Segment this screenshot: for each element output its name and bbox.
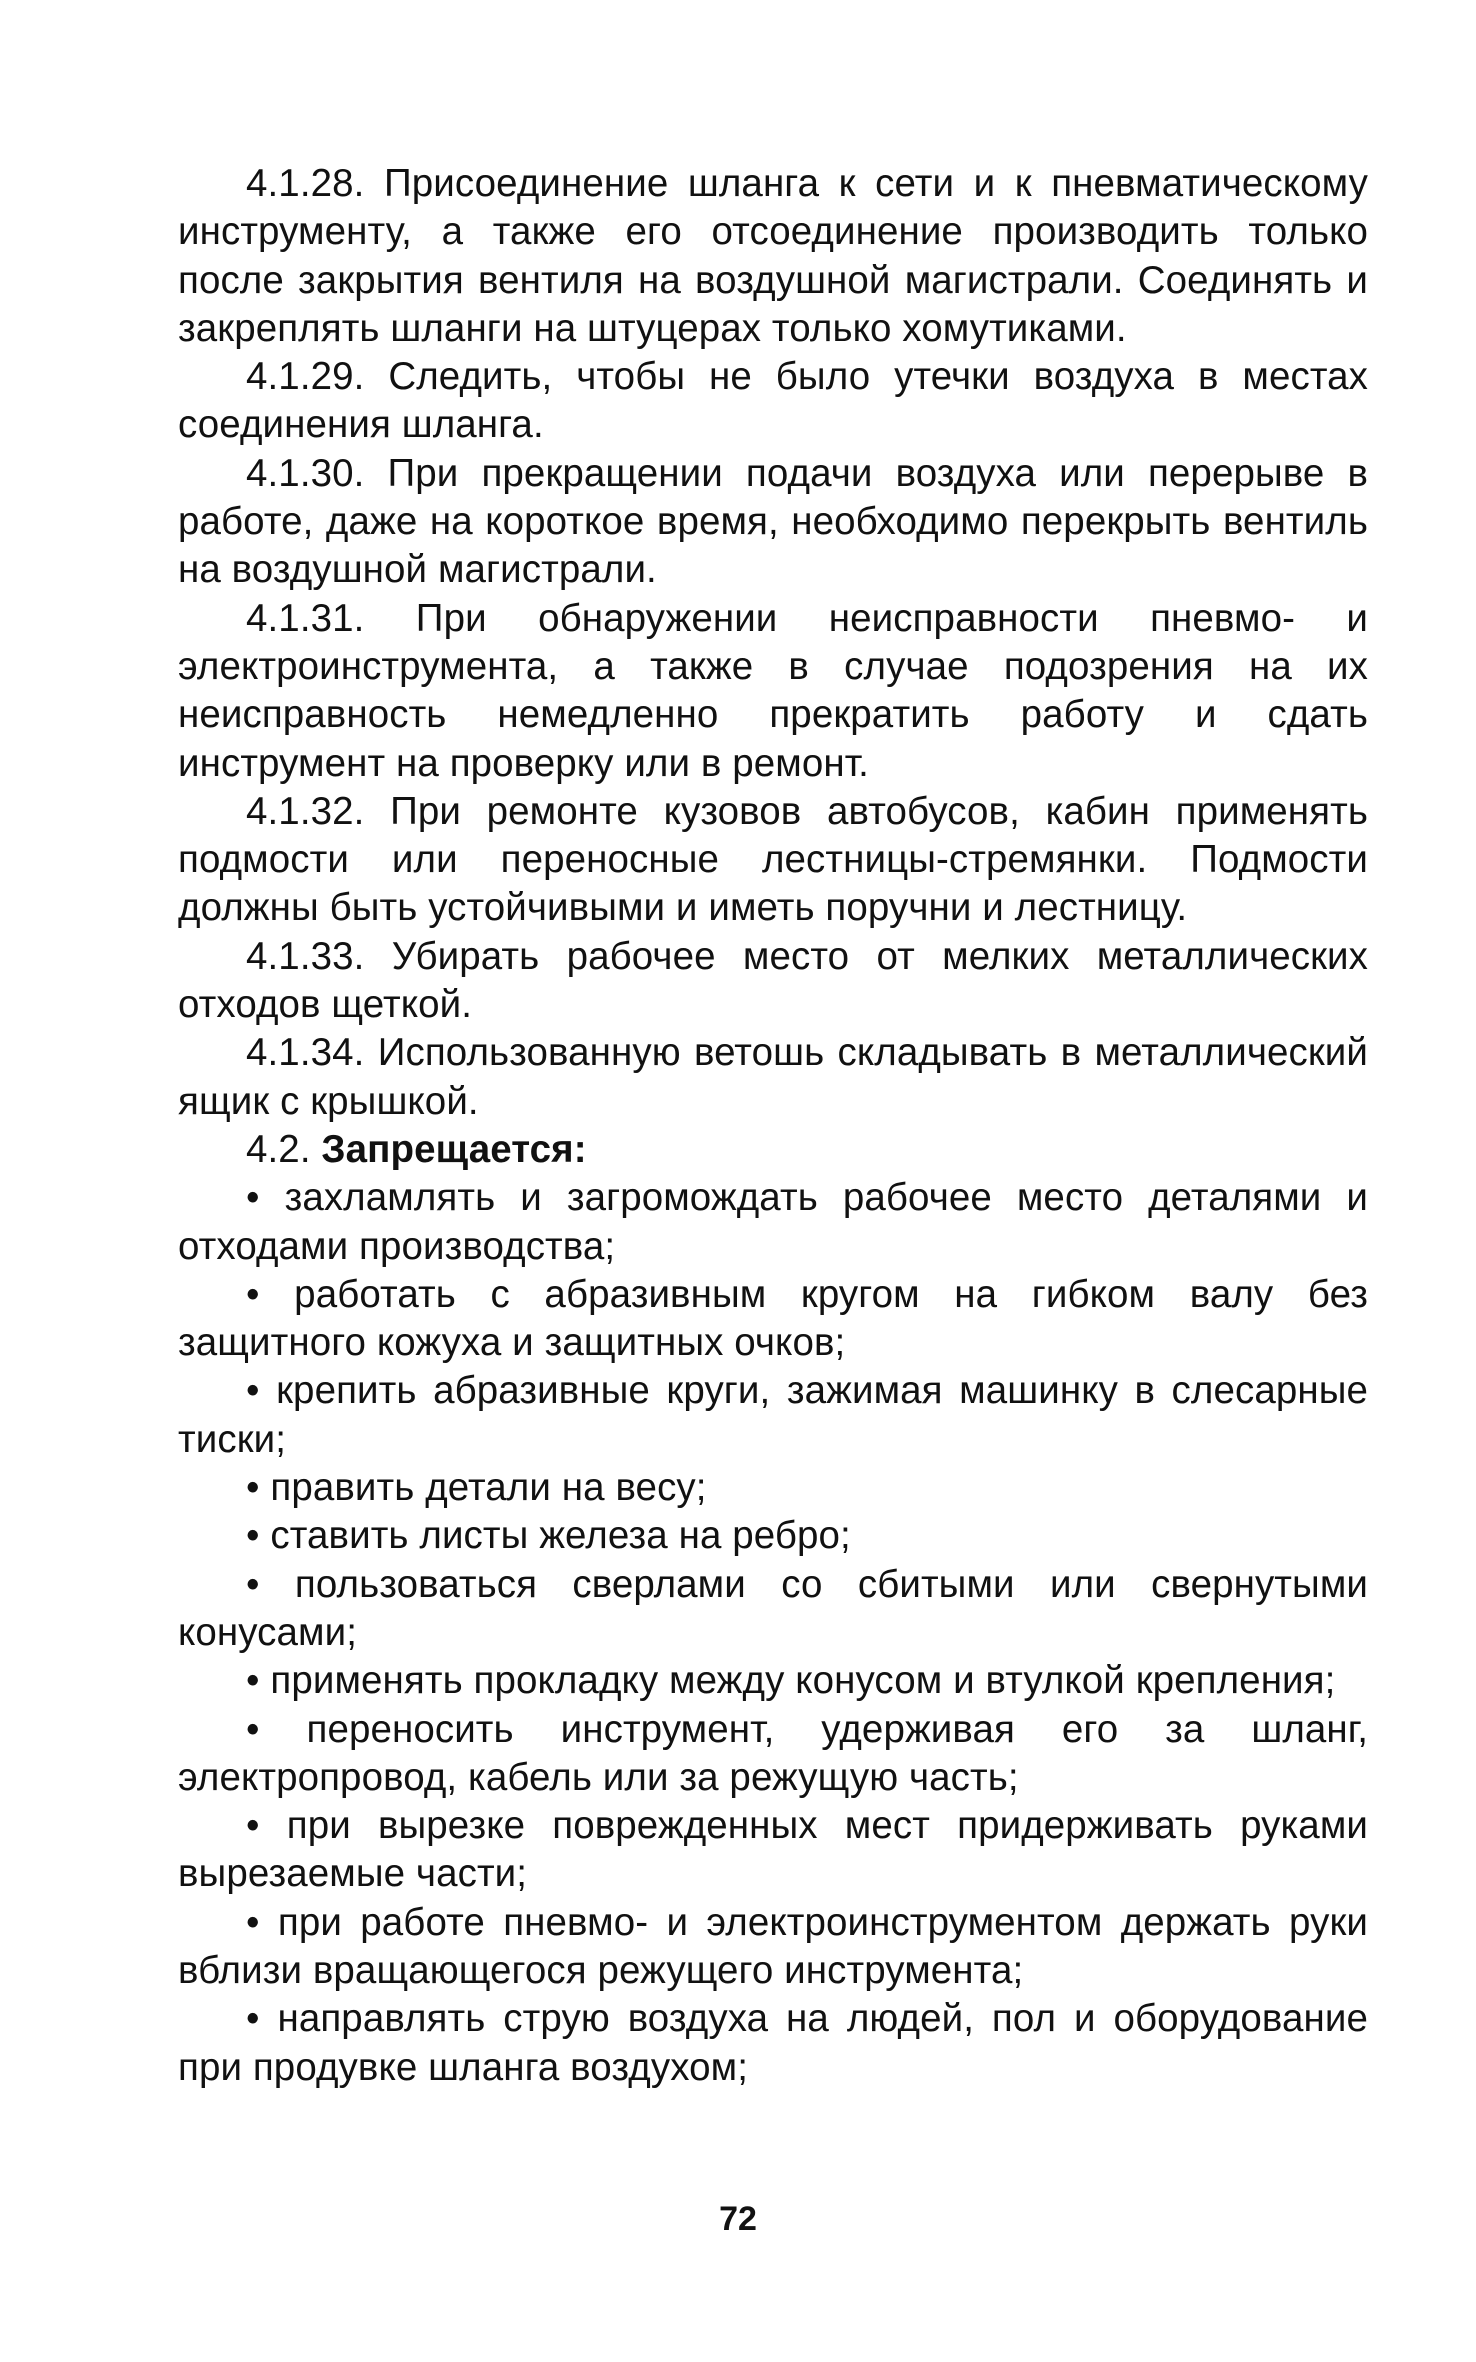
paragraph-4-1-29: 4.1.29. Следить, чтобы не было утечки воздуха в местах соединения шланга. (178, 355, 1368, 447)
paragraph-4-1-32: 4.1.32. При ремонте кузовов автобусов, кабин применять подмости или переносные лестницы-стремянки. Подмости должны быть устойчивыми и иметь поручни и лестницу. (178, 789, 1368, 930)
list-item: • захламлять и загромождать рабочее место деталями и отходами производства; (178, 1176, 1368, 1268)
paragraph-4-1-30: 4.1.30. При прекращении подачи воздуха или перерыве в работе, даже на короткое время, необходимо перекрыть вентиль на воздушной магистрали. (178, 451, 1368, 592)
list-item: • направлять струю воздуха на людей, пол и оборудование при продувке шланга воздухом; (178, 1997, 1368, 2089)
list-item: • пользоваться сверлами со сбитыми или свернутыми конусами; (178, 1562, 1368, 1654)
section-heading (178, 1126, 1368, 1174)
paragraph-4-1-33: 4.1.33. Убирать рабочее место от мелких металлических отходов щеткой. (178, 934, 1368, 1027)
page-body (178, 160, 1368, 2092)
paragraph-4-1-31: 4.1.31. При обнаружении неисправности пневмо- и электроинструмента, а также в случае подозрения на их неисправность немедленно прекратить работу и сдать инструмент на проверку или в ремонт. (178, 596, 1368, 785)
list-item: • править детали на весу; (246, 1466, 707, 1510)
paragraph-4-1-28: 4.1.28. Присоединение шланга к сети и к пневматическому инструменту, а также его отсоединение производить только после закрытия вентиля на воздушной магистрали. Соединять и закреплять шланги на штуцерах только хомутиками. (178, 162, 1368, 350)
section-title: Запрещается: (321, 1127, 587, 1171)
list-item: • применять прокладку между конусом и втулкой крепления; (246, 1659, 1336, 1703)
list-item: • переносить инструмент, удерживая его за шланг, электропровод, кабель или за режущую часть; (178, 1707, 1368, 1799)
list-item: • ставить листы железа на ребро; (246, 1514, 851, 1558)
list-item: • при работе пневмо- и электроинструментом держать руки вблизи вращающегося режущего инструмента; (178, 1900, 1368, 1992)
paragraph-4-1-34: 4.1.34. Использованную ветошь складывать в металлический ящик с крышкой. (178, 1031, 1368, 1123)
section-number: 4.2. (246, 1127, 311, 1171)
list-item: • крепить абразивные круги, зажимая машинку в слесарные тиски; (178, 1369, 1368, 1461)
list-item: • при вырезке поврежденных мест придерживать руками вырезаемые части; (178, 1804, 1368, 1896)
list-item: • работать с абразивным кругом на гибком валу без защитного кожуха и защитных очков; (178, 1272, 1368, 1365)
page-number: 72 (719, 2200, 757, 2238)
